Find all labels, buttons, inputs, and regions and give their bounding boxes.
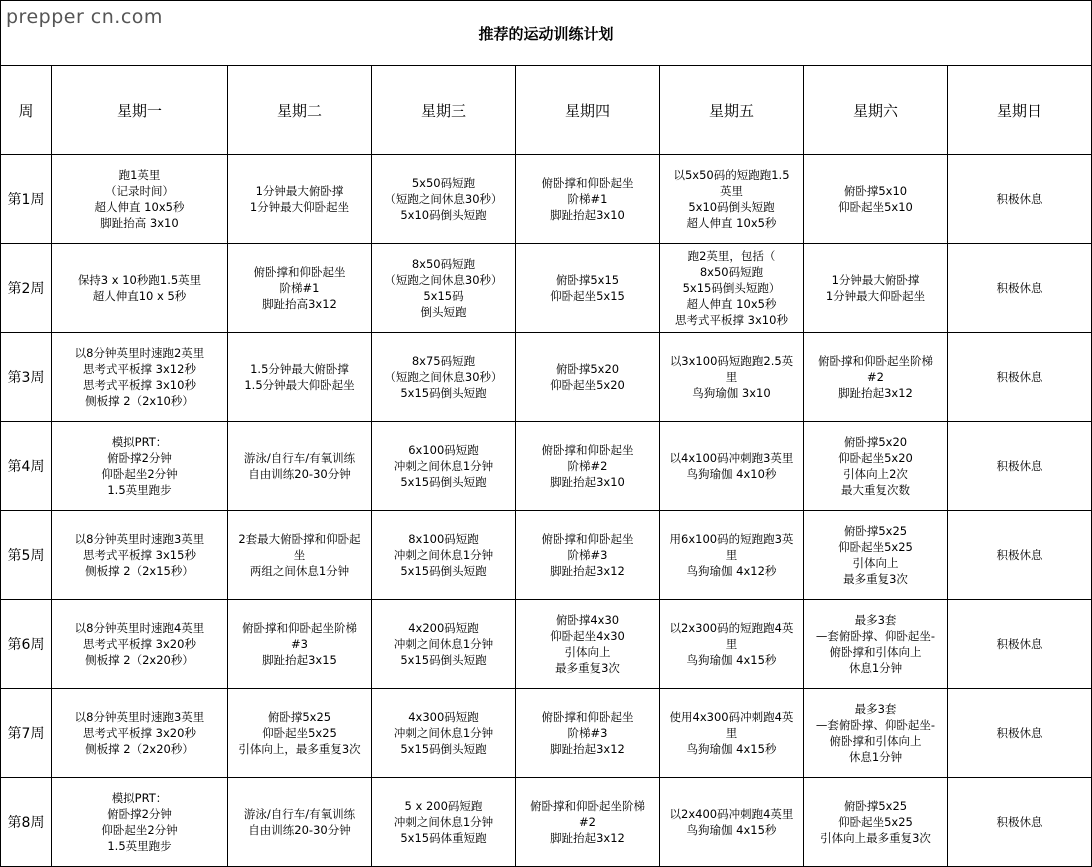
cell-sunday [948,333,1092,422]
cell-line: 鸟狗瑜伽 4x12秒 [686,564,777,578]
week-row [1,689,1092,778]
cell-monday [52,778,228,867]
cell-line: 俯卧撑和引体向上 [829,645,922,659]
cell-friday [660,333,804,422]
cell-line: 1.5英里跑步 [107,839,172,853]
cell-line: 超人伸直10 x 5秒 [92,289,187,303]
cell-line: 阶梯#1 [279,281,320,295]
week-label: 第5周 [1,511,52,600]
cell-line: 模拟PRT： [111,435,168,449]
cell-line: 6x100码短跑 [408,443,479,457]
week-row [1,778,1092,867]
cell-wednesday [372,689,516,778]
cell-line: 脚趾抬高 3x10 [100,216,179,230]
cell-line: 积极休息 [996,637,1043,651]
cell-line: 引体向上 [852,556,899,570]
cell-line: 仰卧起坐5x25 [262,726,337,740]
cell-line: 仰卧起坐5x25 [838,815,913,829]
cell-line: 8x100码短跑 [408,532,479,546]
week-row [1,600,1092,689]
cell-wednesday [372,333,516,422]
cell-saturday [804,778,948,867]
cell-line: 5x15码倒头短跑 [400,653,487,667]
cell-line: 俯卧撑2分钟 [107,451,172,465]
cell-line: 8x75码短跑 [411,354,476,368]
cell-line: 引体向上 [564,645,611,659]
cell-line: 使用4x300码冲刺跑4英 [669,710,794,724]
week-label: 第2周 [1,244,52,333]
cell-line: 脚趾抬起3x12 [550,742,625,756]
cell-line: 冲刺之间休息1分钟 [393,548,494,562]
cell-sunday [948,244,1092,333]
cell-line: 1.5分钟最大俯卧撑 [250,362,349,376]
cell-line: 俯卧撑2分钟 [107,807,172,821]
cell-line: 4x200码短跑 [408,621,479,635]
cell-line: 侧板撑 2（2x10秒） [85,394,194,408]
cell-monday [52,689,228,778]
cell-line: 自由训练20-30分钟 [248,467,351,481]
cell-line: 俯卧撑5x10 [843,184,908,198]
cell-line: 以4x100码冲刺跑3英里 [669,451,794,465]
header-sunday: 星期日 [948,66,1092,155]
cell-line: 鸟狗瑜伽 4x15秒 [686,653,777,667]
cell-line: 坐 [293,548,306,562]
cell-line: 1分钟最大俯卧撑 [255,184,344,198]
cell-line: 脚趾抬起3x12 [838,386,913,400]
cell-line: 鸟狗瑜伽 3x10 [692,386,771,400]
cell-line: 游泳/自行车/有氧训练 [243,451,356,465]
cell-line: 积极休息 [996,726,1043,740]
cell-line: 游泳/自行车/有氧训练 [243,807,356,821]
cell-sunday [948,422,1092,511]
cell-line: —套俯卧撑、仰卧起坐- [815,718,936,732]
cell-line: 俯卧撑和引体向上 [829,734,922,748]
header-row [1,66,1092,155]
cell-line: 积极休息 [996,281,1043,295]
cell-line: 思考式平板撑 3x15秒 [83,548,196,562]
week-label: 第6周 [1,600,52,689]
cell-line: 5x15码倒头短跑 [400,742,487,756]
week-label: 第7周 [1,689,52,778]
header-friday: 星期五 [660,66,804,155]
cell-sunday [948,689,1092,778]
cell-line: 以8分钟英里时速跑3英里 [74,532,205,546]
cell-line: 8x50码短跑 [699,265,764,279]
cell-line: 5 x 200码短跑 [404,799,483,813]
cell-line: 5x15码体重短跑 [400,831,487,845]
cell-line: 英里 [720,184,743,198]
cell-line: 俯卧撑和仰卧起坐阶梯 [818,354,933,368]
cell-wednesday [372,600,516,689]
cell-line: 俯卧撑和仰卧起坐 [541,443,634,457]
cell-line: 1分钟最大仰卧起坐 [249,200,350,214]
cell-thursday [516,155,660,244]
cell-line: 思考式平板撑 3x20秒 [83,726,196,740]
cell-line: 俯卧撑和仰卧起坐 [253,265,346,279]
cell-line: 以5x50码的短跑跑1.5 [673,168,790,182]
cell-line: 5x50码短跑 [411,176,476,190]
cell-line: 超人伸直 10x5秒 [94,200,185,214]
cell-line: 阶梯#1 [567,192,608,206]
cell-line: 1分钟最大仰卧起坐 [825,289,926,303]
cell-line: 俯卧撑5x25 [843,524,908,538]
cell-line: 俯卧撑和仰卧起坐 [541,176,634,190]
week-label: 第3周 [1,333,52,422]
cell-tuesday [228,333,372,422]
cell-tuesday [228,155,372,244]
cell-line: 冲刺之间休息1分钟 [393,726,494,740]
cell-line: 以8分钟英里时速跑2英里 [74,346,205,360]
cell-line: 1分钟最大俯卧撑 [831,273,920,287]
cell-line: 冲刺之间休息1分钟 [393,637,494,651]
cell-line: 5x15码倒头短跑） [682,281,781,295]
cell-line: 俯卧撑和仰卧起坐阶梯 [530,799,645,813]
cell-sunday [948,155,1092,244]
cell-line: （短跑之间休息30秒） [384,192,503,206]
cell-line: 以2x400码冲刺跑4英里 [669,807,794,821]
cell-line: （记录时间） [105,184,174,198]
cell-line: #3 [291,637,308,651]
cell-thursday [516,333,660,422]
cell-line: 引体向上最多重复3次 [820,831,931,845]
cell-line: 俯卧撑和仰卧起坐阶梯 [242,621,357,635]
cell-line: 积极休息 [996,370,1043,384]
cell-line: 超人伸直 10x5秒 [686,297,777,311]
cell-thursday [516,689,660,778]
cell-monday [52,155,228,244]
cell-line: 阶梯#2 [567,459,608,473]
cell-line: 冲刺之间休息1分钟 [393,815,494,829]
cell-line: 脚趾抬起3x10 [550,475,625,489]
cell-line: 里 [725,726,738,740]
cell-thursday [516,422,660,511]
cell-line: 2套最大俯卧撑和仰卧起 [238,532,361,546]
cell-line: 脚趾抬起3x12 [550,831,625,845]
week-row [1,244,1092,333]
cell-monday [52,600,228,689]
cell-line: 自由训练20-30分钟 [248,823,351,837]
cell-line: 鸟狗瑜伽 4x15秒 [686,742,777,756]
cell-line: 里 [725,548,738,562]
cell-line: 里 [725,370,738,384]
cell-tuesday [228,600,372,689]
cell-tuesday [228,689,372,778]
cell-line: #2 [867,370,884,384]
cell-sunday [948,600,1092,689]
header-tuesday: 星期二 [228,66,372,155]
week-row [1,155,1092,244]
cell-line: 倒头短跑 [420,305,467,319]
cell-line: 跑2英里，包括（ [687,249,776,263]
cell-line: 5x15码倒头短跑 [400,475,487,489]
cell-line: 以8分钟英里时速跑4英里 [74,621,205,635]
cell-friday [660,689,804,778]
cell-line: 引体向上，最多重复3次 [238,742,361,756]
cell-line: 侧板撑 2（2x20秒） [85,742,194,756]
cell-line: 俯卧撑5x15 [555,273,620,287]
cell-saturday [804,244,948,333]
cell-wednesday [372,155,516,244]
cell-line: 4x300码短跑 [408,710,479,724]
cell-sunday [948,778,1092,867]
cell-line: 积极休息 [996,548,1043,562]
cell-line: 脚趾抬起3x10 [550,208,625,222]
cell-line: 最大重复次数 [841,483,910,497]
cell-line: 保持3 x 10秒跑1.5英里 [77,273,202,287]
cell-line: 引体向上2次 [843,467,908,481]
cell-line: 思考式平板撑 3x12秒 [83,362,196,376]
header-saturday: 星期六 [804,66,948,155]
week-label: 第8周 [1,778,52,867]
cell-thursday [516,778,660,867]
cell-line: 最多3套 [854,613,897,627]
cell-line: （短跑之间休息30秒） [384,273,503,287]
cell-line: 积极休息 [996,815,1043,829]
cell-line: 用6x100码的短跑跑3英 [669,532,794,546]
week-row [1,422,1092,511]
cell-wednesday [372,511,516,600]
cell-wednesday [372,422,516,511]
table-title: 推荐的运动训练计划 [1,1,1092,66]
cell-monday [52,422,228,511]
cell-thursday [516,244,660,333]
cell-monday [52,511,228,600]
cell-line: 脚趾抬起3x12 [550,564,625,578]
cell-line: 俯卧撑5x20 [843,435,908,449]
cell-saturday [804,511,948,600]
cell-saturday [804,422,948,511]
cell-line: —套俯卧撑、仰卧起坐- [815,629,936,643]
cell-wednesday [372,778,516,867]
cell-line: 超人伸直 10x5秒 [686,216,777,230]
cell-line: 仰卧起坐5x15 [550,289,625,303]
cell-friday [660,600,804,689]
week-row [1,511,1092,600]
cell-line: 最多重复3次 [843,572,908,586]
week-row [1,333,1092,422]
cell-line: 最多重复3次 [555,661,620,675]
cell-line: 积极休息 [996,192,1043,206]
cell-wednesday [372,244,516,333]
cell-line: 以2x300码的短跑跑4英 [669,621,794,635]
cell-line: 以3x100码短跑跑2.5英 [669,354,794,368]
cell-sunday [948,511,1092,600]
cell-line: 5x10码倒头短跑 [400,208,487,222]
cell-line: 休息1分钟 [848,750,903,764]
cell-line: 侧板撑 2（2x20秒） [85,653,194,667]
cell-friday [660,155,804,244]
header-thursday: 星期四 [516,66,660,155]
cell-line: 最多3套 [854,702,897,716]
cell-line: 仰卧起坐2分钟 [101,823,178,837]
cell-line: 鸟狗瑜伽 4x15秒 [686,823,777,837]
week-label: 第1周 [1,155,52,244]
cell-line: #2 [579,815,596,829]
cell-line: 脚趾抬起3x15 [262,653,337,667]
cell-line: 以8分钟英里时速跑3英里 [74,710,205,724]
cell-line: 阶梯#3 [567,726,608,740]
header-wednesday: 星期三 [372,66,516,155]
cell-tuesday [228,422,372,511]
cell-saturday [804,689,948,778]
cell-line: 鸟狗瑜伽 4x10秒 [686,467,777,481]
cell-line: 仰卧起坐5x20 [550,378,625,392]
title-row [1,1,1092,66]
cell-line: 5x15码倒头短跑 [400,386,487,400]
cell-line: 仰卧起坐4x30 [550,629,625,643]
cell-line: 冲刺之间休息1分钟 [393,459,494,473]
cell-line: 俯卧撑和仰卧起坐 [541,710,634,724]
cell-line: 俯卧撑5x25 [843,799,908,813]
cell-line: 里 [725,637,738,651]
cell-monday [52,333,228,422]
cell-line: 俯卧撑4x30 [555,613,620,627]
cell-tuesday [228,778,372,867]
cell-tuesday [228,511,372,600]
cell-friday [660,778,804,867]
cell-thursday [516,511,660,600]
cell-friday [660,244,804,333]
header-week: 周 [1,66,52,155]
cell-monday [52,244,228,333]
watermark: prepper cn.com [6,6,163,28]
cell-friday [660,422,804,511]
cell-saturday [804,600,948,689]
cell-line: 1.5英里跑步 [107,483,172,497]
cell-line: 5x15码 [423,289,464,303]
cell-saturday [804,155,948,244]
cell-line: 思考式平板撑 3x20秒 [83,637,196,651]
cell-line: 仰卧起坐2分钟 [101,467,178,481]
cell-line: （短跑之间休息30秒） [384,370,503,384]
cell-line: 俯卧撑5x25 [267,710,332,724]
cell-saturday [804,333,948,422]
cell-line: 仰卧起坐5x20 [838,451,913,465]
cell-line: 5x15码倒头短跑 [400,564,487,578]
cell-tuesday [228,244,372,333]
cell-line: 跑1英里 [118,168,161,182]
cell-friday [660,511,804,600]
cell-line: 阶梯#3 [567,548,608,562]
cell-line: 5x10码倒头短跑 [688,200,775,214]
cell-line: 思考式平板撑 3x10秒 [675,313,788,327]
week-label: 第4周 [1,422,52,511]
cell-line: 8x50码短跑 [411,257,476,271]
cell-thursday [516,600,660,689]
cell-line: 侧板撑 2（2x15秒） [85,564,194,578]
cell-line: 仰卧起坐5x10 [838,200,913,214]
cell-line: 思考式平板撑 3x10秒 [83,378,196,392]
cell-line: 脚趾抬高3x12 [262,297,337,311]
cell-line: 休息1分钟 [848,661,903,675]
cell-line: 模拟PRT： [111,791,168,805]
cell-line: 1.5分钟最大仰卧起坐 [244,378,355,392]
cell-line: 俯卧撑5x20 [555,362,620,376]
cell-line: 积极休息 [996,459,1043,473]
header-monday: 星期一 [52,66,228,155]
cell-line: 两组之间休息1分钟 [249,564,350,578]
cell-line: 仰卧起坐5x25 [838,540,913,554]
cell-line: 俯卧撑和仰卧起坐 [541,532,634,546]
